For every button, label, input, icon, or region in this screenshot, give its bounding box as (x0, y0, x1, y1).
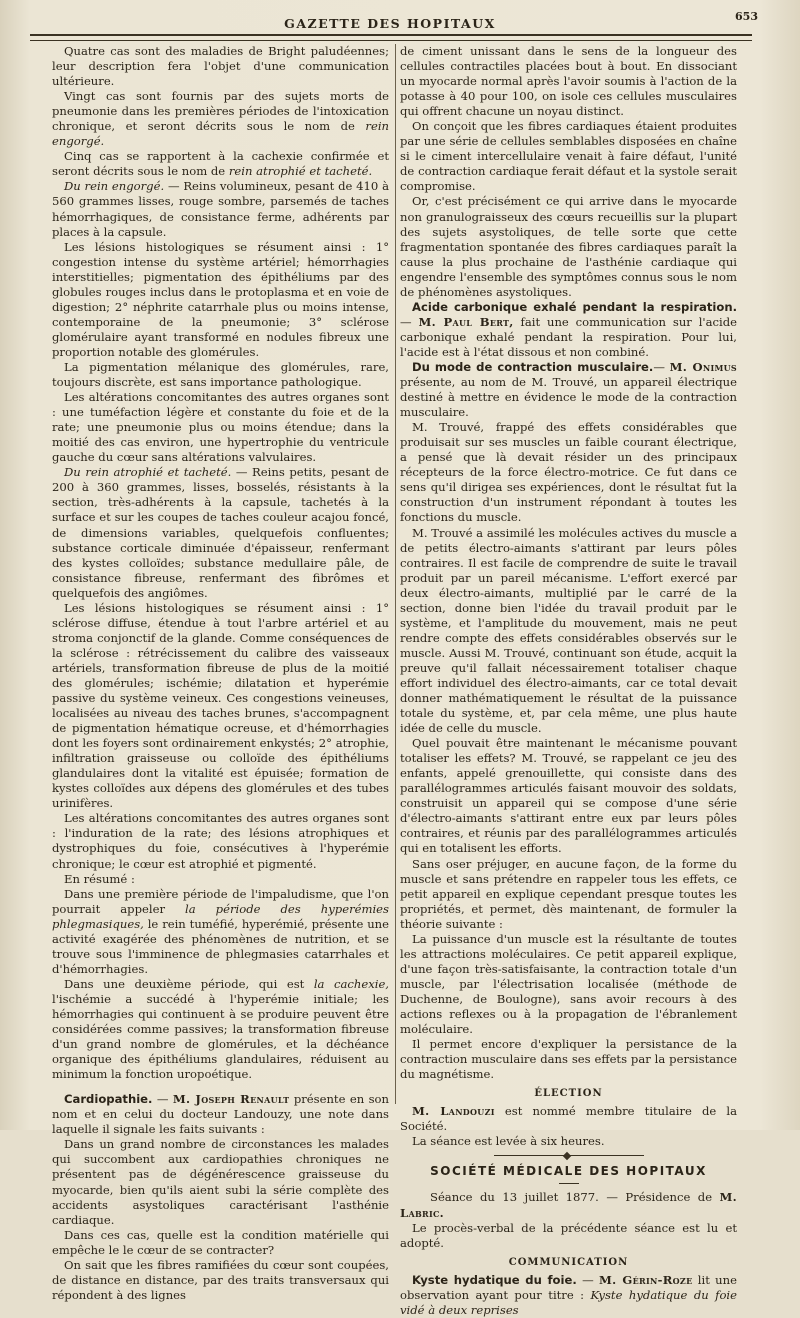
section-title: SOCIÉTÉ MÉDICALE DES HOPITAUX (430, 1164, 707, 1179)
right-column (400, 44, 738, 1317)
page-header (40, 10, 758, 34)
paragraph: Il permet encore d'expliquer la persistance de la contraction musculaire dans ses effets par la persistance du magnétisme. (400, 1037, 737, 1082)
left-column (52, 44, 389, 1302)
paragraph: Du mode de contraction musculaire.— M. Onimus présente, au nom de M. Trouvé, un appareil électrique destiné à mettre en évidence le mode de la contraction musculaire. (400, 359, 738, 420)
paragraph: Cardiopathie. — M. Joseph Renault présente en son nom et en celui du docteur Landouzy, une note dans laquelle il signale les faits suivants : (52, 1092, 389, 1137)
paragraph: On conçoit que les fibres cardiaques étaient produites par une série de cellules semblables disposées en chaîne si le ciment intercellulaire venait à faire défaut, l'unité de contraction cardiaque ferait défaut et la systole serait compromise. (400, 119, 737, 194)
paragraph: Les altérations concomitantes des autres organes sont : une tuméfaction légère et constante du foie et de la rate; une pneumonie plus ou moins étendue; dans la moitié des cas environ, une hypertrophie du ventricule gauche du cœur sans altérations valvulaires. (52, 390, 389, 465)
paragraph: Du rein atrophié et tacheté. — Reins petits, pesant de 200 à 360 grammes, lisses, bosselés, résistants à la section, très-adhérents à la capsule, tachetés à la surface et sur les coupes de taches couleur acajou foncé, de dimensions variables, quelquefois confluentes; substance corticale diminuée d'épaisseur, renfermant des kystes colloïdes; substance medullaire pâle, de consistance fibreuse, renfermant des fibrômes et quelquefois des angiômes. (52, 465, 389, 600)
paragraph: Les lésions histologiques se résument ainsi : 1° congestion intense du système artériel; hémorrhagies interstitielles; pigmentation des épithéliums par des globules rouges inclus dans le protoplasma et en voie de digestion; 2° néphrite catarrhale plus ou moins intense, contemporaine de la pneumonie; 3° sclérose glomérulaire ayant transformé en nodules fibreux une proportion notable des glomérules. (52, 239, 389, 359)
paragraph: Or, c'est précisément ce qui arrive dans le myocarde non granulograisseux des cœurs recueillis sur la plupart des sujets asystoliques, de telle sorte que cette fragmentation spontanée des fibres cardiaques paraît la cause la plus prochaine de l'asthénie cardiaque qui engendre l'ensemble des symptômes connus sous le nom de phénomènes asystoliques. (400, 194, 737, 299)
paragraph: Les lésions histologiques se résument ainsi : 1° sclérose diffuse, étendue à tout l'arbre artériel et au stroma conjonctif de la glande. Comme conséquences de la sclérose : rétrécissement du calibre des vaisseaux artériels, transformation fibreuse de plus de la moitié des glomérules; ischémie; dilatation et hyperémie passive du système veineux. Ces congestions veineuses, localisées au niveau des taches brunes, s'accompagnent de pigmentation hématique ocreuse, et d'hémorrhagies dont les foyers sont ordinairement enkystés; 2° atrophie, infiltration graisseuse ou colloïde des épithéliums glandulaires dont la vitalité est épuisée; formation de kystes colloïdes aux dépens des glomérules et des tubes urinifères. (52, 600, 389, 811)
paragraph: Le procès-verbal de la précédente séance est lu et adopté. (400, 1220, 737, 1250)
page-number: 653 (735, 10, 758, 23)
election-heading: ÉLECTION (534, 1088, 603, 1100)
paragraph: Kyste hydatique du foie. — M. Gérin-Roze lit une observation ayant pour titre : Kyste hydatique du foie vidé à deux reprises (400, 1272, 737, 1317)
paragraph: Sans oser préjuger, en aucune façon, de la forme du muscle et sans prétendre en rappeler tous les effets, ce petit appareil en explique cependant presque toutes les propriétés, et permet, dès maintenant, de formuler la théorie suivante : (400, 856, 737, 931)
newspaper-title: GAZETTE DES HOPITAUX (284, 16, 496, 31)
section-separator (494, 1155, 644, 1156)
paragraph: Quatre cas sont des maladies de Bright paludéennes; leur description fera l'objet d'une communication ultérieure. (52, 44, 389, 89)
paragraph: La puissance d'un muscle est la résultante de toutes les attractions moléculaires. Ce petit appareil explique, d'une façon très-satisfaisante, la contraction totale d'un muscle, par l'électrisation localisée (méthode de Duchenne, de Boulogne), sans avoir recours à des actions reflexes ou à la propagation de l'ébranlement moléculaire. (400, 931, 737, 1037)
paragraph: Les altérations concomitantes des autres organes sont : l'induration de la rate; des lésions atrophiques et dystrophiques du foie, consécutives à l'hyperémie chronique; le cœur est atrophié et pigmenté. (52, 811, 389, 871)
paragraph: Vingt cas sont fournis par des sujets morts de pneumonie dans les premières périodes de l'intoxication chronique, et seront décrits sous le nom de rein engorgé. (52, 89, 389, 149)
paragraph: Cinq cas se rapportent à la cachexie confirmée et seront décrits sous le nom de rein atrophié et tacheté. (52, 149, 389, 179)
paragraph: Dans ces cas, quelle est la condition matérielle qui empêche le le cœur de se contracter? (52, 1227, 389, 1257)
spacer (52, 1082, 389, 1092)
paragraph: On sait que les fibres ramifiées du cœur sont coupées, de distance en distance, par des traits transversaux qui répondent à des lignes (52, 1257, 389, 1302)
communication-heading: COMMUNICATION (508, 1256, 629, 1268)
paragraph: M. Trouvé, frappé des effets considérables que produisait sur ses muscles un faible courant électrique, a pensé que là devait résider un des principaux récepteurs de la force électro-motrice. Ce fut dans ce sens qu'il dirigea ses expériences, dont le résultat fut la construction d'un instrument répondant à toutes les fonctions du muscle. (400, 420, 737, 525)
paragraph: La pigmentation mélanique des glomérules, rare, toujours discrète, est sans importance pathologique. (52, 359, 389, 390)
paragraph: Dans un grand nombre de circonstances les malades qui succombent aux cardiopathies chroniques ne présentent pas de dégénérescence graisseuse du myocarde, bien qu'ils aient subi la série complète des accidents asystoliques caractérisant l'asthénie cardiaque. (52, 1137, 389, 1227)
header-rule (30, 34, 752, 41)
paragraph: M. Trouvé a assimilé les molécules actives du muscle a de petits électro-aimants s'attirant par leurs pôles contraires. Il est facile de comprendre de suite le travail produit par un pareil mécanisme. L'effort exercé par deux électro-aimants, multiplié par le carré de la section, donne bien l'idée du travail produit par le système, et l'amplitude du mouvement, mais ne peut rendre compte des effets considérables observés sur le muscle. Aussi M. Trouvé, continuant son étude, acquit la preuve qu'il fallait nécessairement totaliser chaque effort individuel des électro-aimants, car ce total devait donner mathématiquement le résultat de la puissance totale du système, et, par cela même, une plus haute idée de celle du muscle. (400, 525, 737, 736)
paragraph: Acide carbonique exhalé pendant la respiration. — M. Paul Bert, fait une communication sur l'acide carbonique exhalé pendant la respiration. Pour lui, l'acide est à l'état dissous et non combiné. (400, 299, 738, 359)
title-rule (559, 1183, 579, 1184)
paragraph: M. Landouzi est nommé membre titulaire de la Société. (400, 1104, 738, 1134)
column-divider (395, 44, 396, 1104)
paragraph: Dans une deuxième période, qui est la cachexie, l'ischémie a succédé à l'hyperémie initiale; les hémorrhagies qui continuent à se produire peuvent être considérées comme passives; la transformation fibreuse d'un grand nombre de glomérules, et la déchéance organique des épithéliums glandulaires, réduisent au minimum la fonction uropoétique. (52, 976, 389, 1082)
paragraph: La séance est levée à six heures. (412, 1134, 605, 1149)
paragraph: de ciment unissant dans le sens de la longueur des cellules contractiles placées bout à bout. En dissociant un myocarde normal après l'avoir soumis à l'action de la potasse à 40 pour 100, on isole ces cellules musculaires qui offrent chacune un noyau distinct. (400, 44, 737, 119)
paragraph: Séance du 13 juillet 1877. — Présidence de M. Labric. (400, 1190, 737, 1220)
paragraph: Quel pouvait être maintenant le mécanisme pouvant totaliser les effets? M. Trouvé, se rappelant ce jeu des enfants, appelé grenouillette, qui consiste dans des parallélogrammes articulés faisant mouvoir des soldats, construisit un appareil qui se compose d'une série d'électro-aimants s'attirant entre eux par leurs pôles contraires, et réunis par des parallélogrammes articulés qui en totalisent les efforts. (400, 736, 737, 856)
paragraph: En résumé : (64, 871, 135, 886)
paragraph: Dans une première période de l'impaludisme, que l'on pourrait appeler la période des hyperémies phlegmasiques, le rein tuméfié, hyperémié, présente une activité exagérée des phénomènes de nutrition, et se trouve sous l'imminence de phlegmasies catarrhales et d'hémorrhagies. (52, 886, 389, 976)
paragraph: Du rein engorgé. — Reins volumineux, pesant de 410 à 560 grammes lisses, rouge sombre, parsemés de taches hémorrhagiques, de consistance ferme, adhérents par places à la capsule. (52, 179, 389, 239)
